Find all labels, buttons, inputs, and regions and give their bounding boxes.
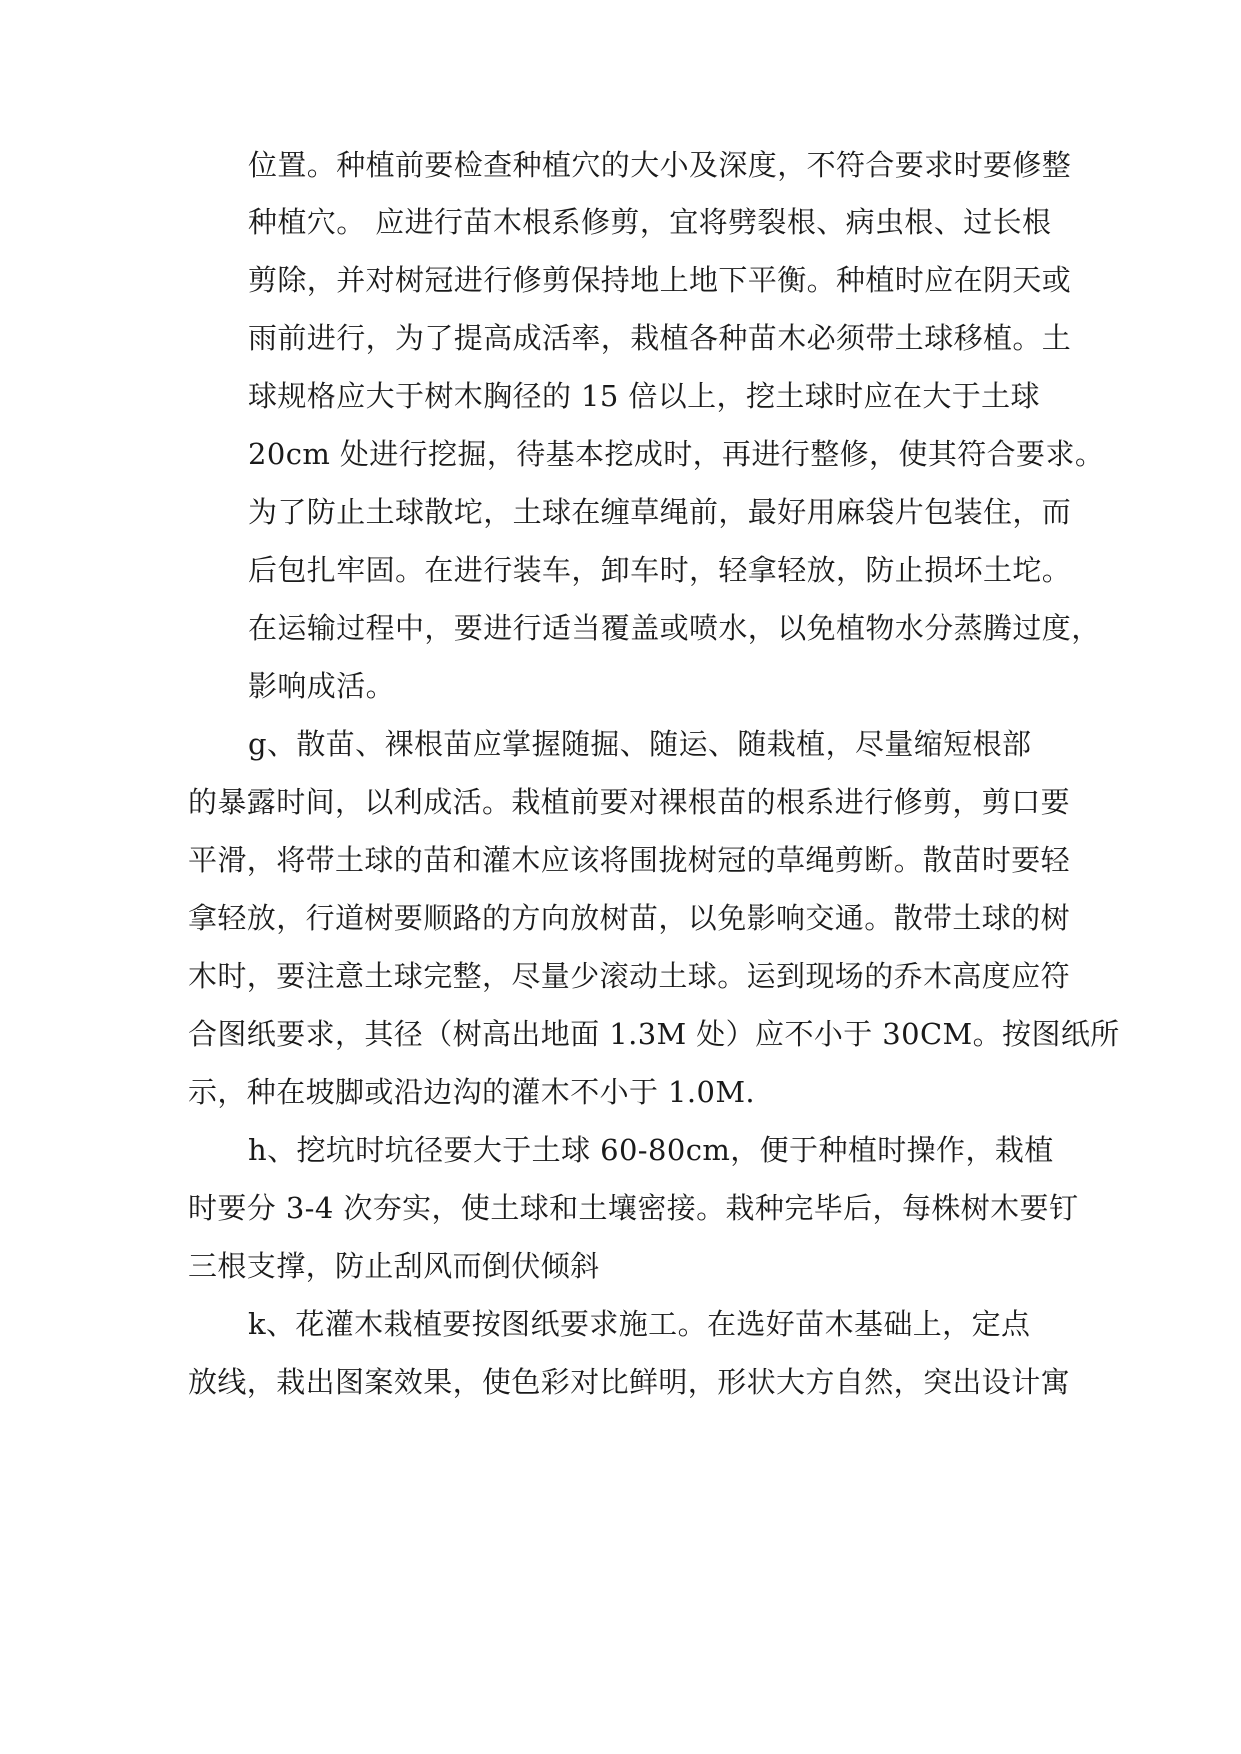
text-line: 时要分 3-4 次夯实，使土球和土壤密接。栽种完毕后，每株树木要钉 <box>188 1191 1079 1225</box>
text-line: 影响成活。 <box>248 669 396 703</box>
text-line: 放线，栽出图案效果，使色彩对比鲜明，形状大方自然，突出设计寓 <box>188 1365 1071 1399</box>
text-line: 示，种在坡脚或沿边沟的灌木不小于 1.0M. <box>188 1075 756 1109</box>
text-line: 拿轻放，行道树要顺路的方向放树苗，以免影响交通。散带土球的树 <box>188 901 1071 935</box>
text-line: 在运输过程中，要进行适当覆盖或喷水，以免植物水分蒸腾过度， <box>248 611 1101 645</box>
text-line: 合图纸要求，其径（树高出地面 1.3M 处）应不小于 30CM。按图纸所 <box>188 1017 1120 1051</box>
text-line: 的暴露时间，以利成活。栽植前要对裸根苗的根系进行修剪，剪口要 <box>188 785 1071 819</box>
paragraph-k-first-line: k、花灌木栽植要按图纸要求施工。在选好苗木基础上，定点 <box>248 1307 1031 1341</box>
text-line: 球规格应大于树木胸径的 15 倍以上，挖土球时应在大于土球 <box>248 379 1040 413</box>
text-line: 为了防止土球散坨，土球在缠草绳前，最好用麻袋片包装住，而 <box>248 495 1072 529</box>
text-line: 木时，要注意土球完整，尽量少滚动土球。运到现场的乔木高度应符 <box>188 959 1071 993</box>
text-line: 剪除，并对树冠进行修剪保持地上地下平衡。种植时应在阴天或 <box>248 263 1072 297</box>
text-line: 20cm 处进行挖掘，待基本挖成时，再进行整修，使其符合要求。 <box>248 437 1105 471</box>
text-line: 雨前进行，为了提高成活率，栽植各种苗木必须带土球移植。土 <box>248 321 1072 355</box>
text-line: 位置。种植前要检查种植穴的大小及深度，不符合要求时要修整 <box>248 148 1072 182</box>
text-line: 三根支撑，防止刮风而倒伏倾斜 <box>188 1249 600 1283</box>
paragraph-g-first-line: g、散苗、裸根苗应掌握随掘、随运、随栽植，尽量缩短根部 <box>248 727 1032 761</box>
text-line: 平滑，将带土球的苗和灌木应该将围拢树冠的草绳剪断。散苗时要轻 <box>188 843 1071 877</box>
text-line: 种植穴。 应进行苗木根系修剪，宜将劈裂根、病虫根、过长根 <box>248 205 1052 239</box>
paragraph-h-first-line: h、挖坑时坑径要大于土球 60-80cm，便于种植时操作，栽植 <box>248 1133 1054 1167</box>
text-line: 后包扎牢固。在进行装车，卸车时，轻拿轻放，防止损坏土坨。 <box>248 553 1072 587</box>
